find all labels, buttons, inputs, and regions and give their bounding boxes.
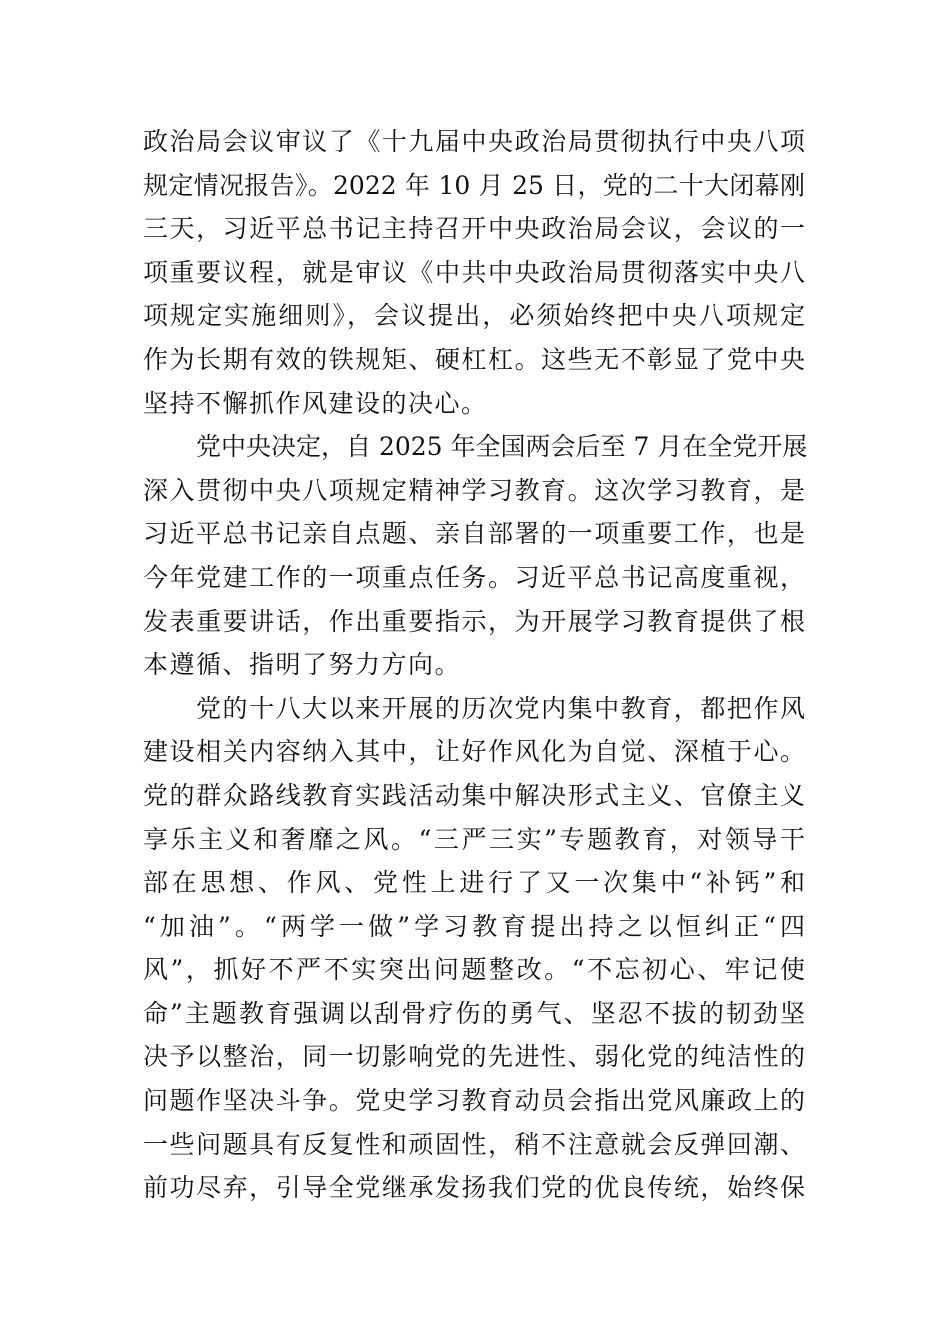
text-line: 今年党建工作的一项重点任务。习近平总书记高度重视， xyxy=(143,562,805,592)
text-line: 发表重要讲话，作出重要指示，为开展学习教育提供了根 xyxy=(143,606,805,636)
text-line: 项规定实施细则》，会议提出，必须始终把中央八项规定 xyxy=(143,301,805,331)
text-line: “加油”。“两学一做”学习教育提出持之以恒纠正“四 xyxy=(143,911,805,941)
text-line: 风”，抓好不严不实突出问题整改。“不忘初心、牢记使 xyxy=(143,955,805,985)
text-line: 命”主题教育强调以刮骨疗伤的勇气、坚忍不拔的韧劲坚 xyxy=(143,998,805,1028)
text-line: 党中央决定，自 2025 年全国两会后至 7 月在全党开展 xyxy=(196,432,808,462)
text-line: 本遵循、指明了努力方向。 xyxy=(143,650,462,680)
paragraph-3 xyxy=(143,687,805,1210)
text-line: 建设相关内容纳入其中，让好作风化为自觉、深植于心。 xyxy=(143,737,805,767)
text-line: 坚持不懈抓作风建设的决心。 xyxy=(143,388,488,418)
text-line: 享乐主义和奢靡之风。“三严三实”专题教育，对领导干 xyxy=(143,824,805,854)
text-line: 前功尽弃，引导全党继承发扬我们党的优良传统，始终保 xyxy=(143,1173,805,1203)
paragraph-1 xyxy=(143,120,805,425)
text-line: 党的群众路线教育实践活动集中解决形式主义、官僚主义 xyxy=(143,780,805,810)
document-page xyxy=(143,120,808,1210)
text-line: 规定情况报告》。2022 年 10 月 25 日，党的二十大闭幕刚 xyxy=(143,170,805,200)
text-line: 作为长期有效的铁规矩、硬杠杠。这些无不彰显了党中央 xyxy=(143,344,805,374)
text-line: 党的十八大以来开展的历次党内集中教育，都把作风 xyxy=(196,693,805,723)
text-line: 一些问题具有反复性和顽固性，稍不注意就会反弹回潮、 xyxy=(143,1129,805,1159)
text-line: 政治局会议审议了《十九届中央政治局贯彻执行中央八项 xyxy=(143,127,805,156)
text-line: 习近平总书记亲自点题、亲自部署的一项重要工作，也是 xyxy=(143,519,805,549)
text-line: 三天，习近平总书记主持召开中央政治局会议，会议的一 xyxy=(143,214,805,244)
text-line: 项重要议程，就是审议《中共中央政治局贯彻落实中央八 xyxy=(143,257,805,287)
text-line: 问题作坚决斗争。党史学习教育动员会指出党风廉政上的 xyxy=(143,1086,805,1116)
text-line: 部在思想、作风、党性上进行了又一次集中“补钙”和 xyxy=(143,868,805,898)
text-line: 决予以整治，同一切影响党的先进性、弱化党的纯洁性的 xyxy=(143,1042,805,1072)
paragraph-2 xyxy=(143,425,808,687)
text-line: 深入贯彻中央八项规定精神学习教育。这次学习教育，是 xyxy=(143,475,805,505)
